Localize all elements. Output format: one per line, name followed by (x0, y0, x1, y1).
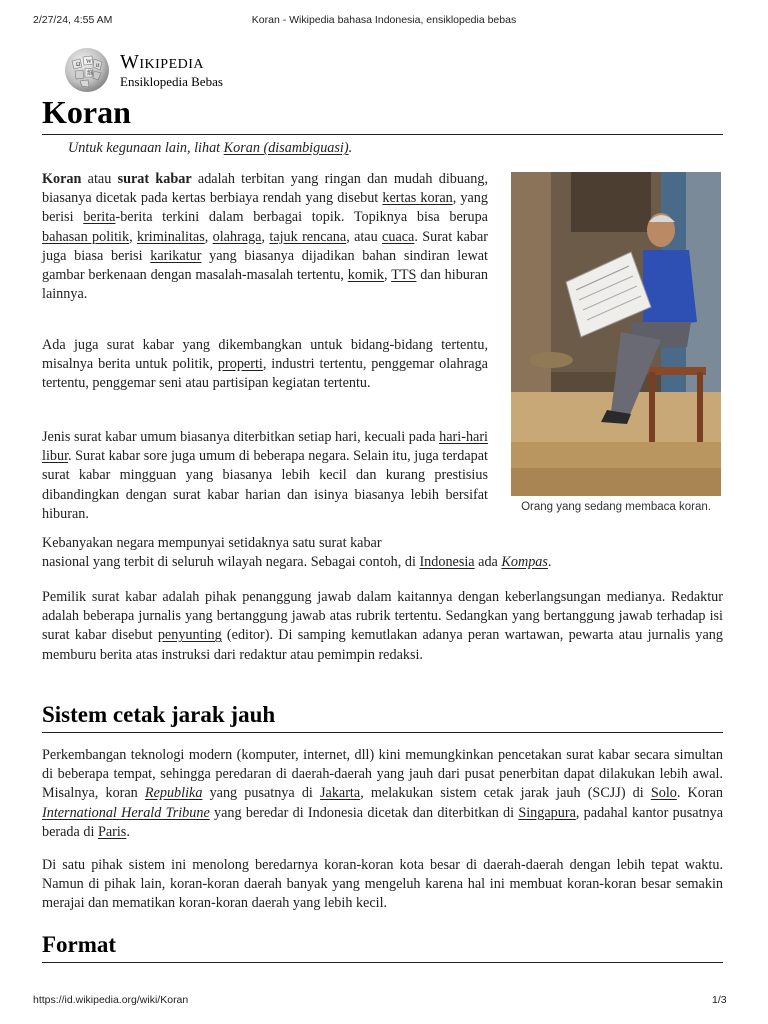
paragraph-owner: Pemilik surat kabar adalah pihak penanggung jawab dalam kaitannya dengan keberlangsungan medianya. Redaktur adalah beberapa jurnalis yang bertanggung jawab atas rubrik tertentu. Sedangkan yang bertanggung jawab terhadap isi surat kabar disebut penyunting (editor). Di samping kemutlakan adanya peran wartawan, pewarta atau jurnalis yang memburu berita atas instruksi dari redaktur atau pemimpin redaksi. (42, 589, 723, 663)
link-tts[interactable]: TTS (391, 267, 417, 284)
print-header (0, 14, 768, 30)
svg-text:W: W (86, 59, 92, 65)
svg-text:維: 維 (87, 71, 94, 77)
svg-text:И: И (96, 64, 100, 69)
link-kertas-koran[interactable]: kertas koran (382, 190, 453, 207)
link-penyunting[interactable]: penyunting (157, 627, 222, 644)
wikipedia-globe-icon (62, 45, 112, 95)
hatnote: Untuk kegunaan lain, lihat Koran (disambiguasi). (68, 140, 353, 156)
print-datetime: 2/27/24, 4:55 AM (33, 14, 113, 26)
wikipedia-logo[interactable] (62, 42, 223, 98)
link-berita[interactable]: berita (83, 209, 116, 226)
logo-tagline: Ensiklopedia Bebas (120, 74, 223, 89)
link-international-herald-tribune[interactable]: International Herald Tribune (42, 804, 210, 821)
link-kriminalitas[interactable]: kriminalitas (136, 228, 205, 245)
logo-wordmark (120, 52, 223, 88)
link-paris[interactable]: Paris (97, 823, 127, 840)
svg-text:Ω: Ω (76, 62, 81, 68)
paragraph-impact: Di satu pihak sistem ini menolong beredarnya koran-koran kota besar di daerah-daerah dengan lebih tepat waktu. Namun di pihak lain, koran-koran daerah banyak yang mengeluh karena hal ini membuat koran-koran besar semakin merajai dan mematikan koran-koran daerah yang lebih kecil. (42, 857, 723, 912)
section-heading-sistem-cetak: Sistem cetak jarak jauh (42, 700, 723, 733)
link-karikatur[interactable]: karikatur (150, 247, 202, 264)
paragraph-remote-print: Perkembangan teknologi modern (komputer, internet, dll) kini memungkinkan pencetakan surat kabar secara simultan di beberapa tempat, sehingga peredaran di daerah-daerah yang jauh dari pusat penerbitan dapat dilakukan lebih awal. Misalnya, koran Republika yang pusatnya di Jakarta, melakukan sistem cetak jarak jauh (SCJJ) di Solo. Koran International Herald Tribune yang beredar di Indonesia dicetak dan diterbitkan di Singapura, padahal kantor pusatnya berada di Paris. (42, 747, 724, 840)
print-page-number: 1/3 (712, 994, 727, 1006)
link-republika[interactable]: Republika (144, 785, 203, 802)
link-solo[interactable]: Solo (650, 785, 677, 802)
link-bahasan-politik[interactable]: bahasan politik (42, 228, 130, 245)
paragraph-types: Jenis surat kabar umum biasanya diterbitkan setiap hari, kecuali pada hari-hari libur. Surat kabar sore juga umum di beberapa negara. Selain itu, juga terdapat surat kabar mingguan yang biasanya lebih kecil dan kurang prestisius dibandingkan dengan surat kabar harian dan isinya biasanya lebih bersifat hiburan. (42, 429, 488, 522)
link-cuaca[interactable]: cuaca (382, 228, 415, 245)
logo-wordmark-text: Wikipedia (120, 51, 205, 73)
article-header (42, 92, 723, 158)
paragraph-specialized: Ada juga surat kabar yang dikembangkan untuk bidang-bidang tertentu, misalnya berita untuk politik, properti, industri tertentu, penggemar olahraga tertentu, penggemar seni atau partisipan kegiatan tertentu. (42, 337, 488, 392)
link-kompas[interactable]: Kompas (501, 554, 548, 571)
infobox-caption: Orang yang sedang membaca koran. (521, 501, 711, 513)
link-komik[interactable]: komik (347, 267, 385, 284)
section-heading-format: Format (42, 930, 723, 963)
link-properti[interactable]: properti (217, 356, 263, 373)
hatnote-link-disambiguation[interactable]: Koran (disambiguasi) (223, 140, 349, 156)
print-url: https://id.wikipedia.org/wiki/Koran (33, 994, 189, 1006)
print-tab-title: Koran - Wikipedia bahasa Indonesia, ensiklopedia bebas (251, 14, 517, 26)
link-jakarta[interactable]: Jakarta (320, 785, 361, 802)
infobox (511, 172, 721, 513)
link-indonesia[interactable]: Indonesia (419, 554, 475, 571)
link-olahraga[interactable]: olahraga (212, 228, 262, 245)
link-singapura[interactable]: Singapura (518, 804, 576, 821)
paragraph-intro: Koran atau surat kabar adalah terbitan yang ringan dan mudah dibuang, biasanya dicetak pada kertas berbiaya rendah yang disebut kertas koran, yang berisi berita-berita terkini dalam berbagai topik. Topiknya bisa berupa bahasan politik, kriminalitas, olahraga, tajuk rencana, atau cuaca. Surat kabar juga biasa berisi karikatur yang biasanya dijadikan bahan sindiran lewat gambar berkenaan dengan masalah-masalah tertentu, komik, TTS dan hiburan lainnya. (42, 171, 489, 303)
link-hari-libur[interactable]: hari-hari libur (42, 429, 488, 465)
newspaper-reader-photo[interactable] (511, 172, 721, 496)
page-title: Koran (42, 92, 723, 135)
link-tajuk-rencana[interactable]: tajuk rencana (269, 228, 347, 245)
paragraph-national: Kebanyakan negara mempunyai setidaknya satu surat kabar nasional yang terbit di seluruh wilayah negara. Sebagai contoh, di Indonesia ada Kompas. (42, 535, 552, 571)
